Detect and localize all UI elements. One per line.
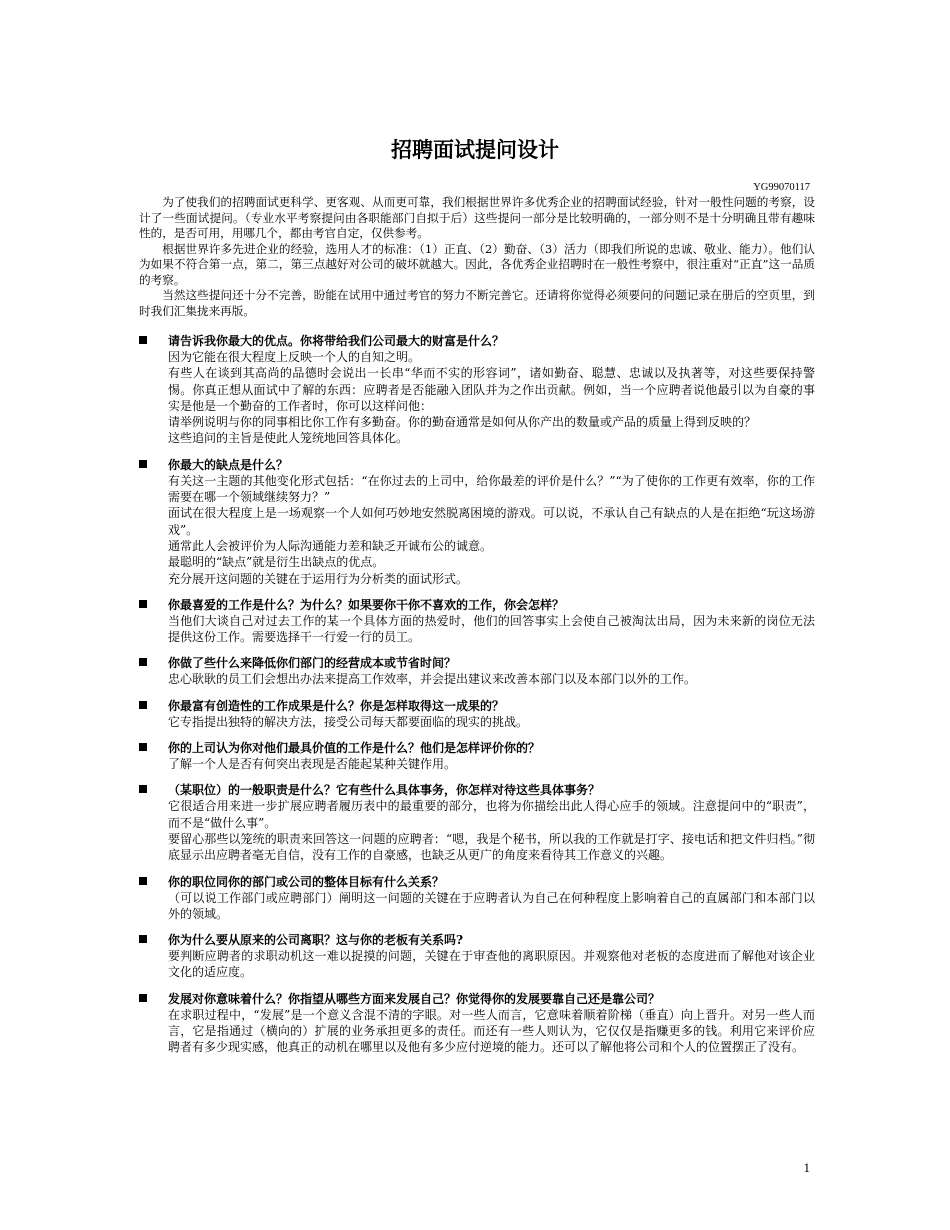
question-text: 你最大的缺点是什么？	[168, 457, 289, 472]
question-item	[139, 932, 815, 981]
square-bullet-icon	[139, 701, 147, 709]
question-item	[139, 698, 815, 730]
answer-text: 了解一个人是否有何突出表现是否能起某种关键作用。	[168, 757, 457, 772]
question-item	[139, 655, 815, 687]
question-item	[139, 333, 815, 447]
page-title: 招聘面试提问设计	[391, 138, 559, 162]
question-item	[139, 991, 815, 1056]
answer-text: 面试在很大程度上是一场观察一个人如何巧妙地安然脱离困境的游戏。可以说，不承认自己有缺点的人是在拒绝“玩这场游戏”。	[168, 506, 815, 537]
square-bullet-icon	[139, 877, 147, 885]
question-text: 你做了些什么来降低你们部门的经营成本或节省时间？	[168, 656, 457, 671]
question-item	[139, 597, 815, 646]
answer-text: 有些人在谈到其高尚的品德时会说出一长串“华而不实的形容词”，诸如勤奋、聪慧、忠诚以及执著等，对这些要保持警惕。你真正想从面试中了解的东西：应聘者是否能融入团队并为之作出贡献。例如，当一个应聘者说他最引以为自豪的事实是他是一个勤奋的工作者时，你可以这样问他：	[168, 366, 815, 413]
square-bullet-icon	[139, 935, 147, 943]
answer-text: 忠心耿耿的员工们会想出办法来提高工作效率，并会提出建议来改善本部门以及本部门以外的工作。	[168, 672, 697, 687]
intro-paragraph: 根据世界许多先进企业的经验，选用人才的标准：（1）正直、（2）勤奋、（3）活力（即我们所说的忠诚、敬业、能力）。他们认为如果不符合第一点，第二，第三点越好对公司的破坏就越大。因此，各优秀企业招聘时在一般性考察中，很注重对“正直”这一品质的考察。	[139, 241, 815, 287]
answer-text: 要留心那些以笼统的职责来回答这一问题的应聘者：“嗯，我是个秘书，所以我的工作就是打字、接电话和把文件归档。”彻底显示出应聘者毫无自信，没有工作的自豪感，也缺乏从更广的角度来看待其工作意义的兴趣。	[168, 831, 815, 863]
question-text: 你的上司认为你对他们最具价值的工作是什么？他们是怎样评价你的？	[168, 741, 541, 756]
answer-text: 要判断应聘者的求职动机这一难以捉摸的问题，关键在于审查他的离职原因。并观察他对老板的态度进而了解他对该企业文化的适应度。	[168, 949, 815, 980]
answer-text: 通常此人会被评价为人际沟通能力差和缺乏开诚布公的诚意。	[168, 538, 493, 553]
question-text: 你最富有创造性的工作成果是什么？你是怎样取得这一成果的？	[168, 698, 505, 713]
answer-text: （可以说工作部门或应聘部门）阐明这一问题的关键在于应聘者认为自己在何种程度上影响着自己的直属部门和本部门以外的领域。	[168, 890, 815, 921]
page-number: 1	[803, 1160, 810, 1175]
document-code: YG99070117	[753, 182, 810, 193]
answer-text: 有关这一主题的其他变化形式包括：“在你过去的上司中，给你最差的评价是什么？”“为了使你的工作更有效率，你的工作需要在哪一个领域继续努力？”	[168, 473, 815, 505]
question-text: 发展对你意味着什么？你指望从哪些方面来发展自己？你觉得你的发展要靠自己还是靠公司？	[168, 991, 661, 1006]
square-bullet-icon	[139, 743, 147, 751]
intro-section	[139, 195, 815, 319]
square-bullet-icon	[139, 336, 147, 344]
answer-text: 这些追问的主旨是使此人笼统地回答具体化。	[168, 431, 409, 446]
square-bullet-icon	[139, 460, 147, 468]
question-item	[139, 874, 815, 923]
intro-paragraph: 当然这些提问还十分不完善，盼能在试用中通过考官的努力不断完善它。还请将你觉得必须要问的问题记录在册后的空页里，到时我们汇集拢来再版。	[139, 288, 815, 318]
square-bullet-icon	[139, 785, 147, 793]
square-bullet-icon	[139, 994, 147, 1002]
question-text: （某职位）的一般职责是什么？它有些什么具体事务，你怎样对待这些具体事务？	[168, 783, 601, 798]
answer-text: 请举例说明与你的同事相比你工作有多勤奋。你的勤奋通常是如何从你产出的数量或产品的质量上得到反映的？	[168, 415, 757, 430]
intro-paragraph: 为了使我们的招聘面试更科学、更客观、从而更可靠，我们根据世界许多优秀企业的招聘面试经验，针对一般性问题的考察，设计了一些面试提问。（专业水平考察提问由各职能部门自拟于后）这些提问一部分是比较明确的，一部分则不是十分明确且带有趣味性的，是否可用，用哪几个，都由考官自定，仅供参考。	[139, 195, 815, 240]
question-text: 你的职位同你的部门或公司的整体目标有什么关系？	[168, 874, 445, 889]
question-text: 你最喜爱的工作是什么？为什么？如果要你干你不喜欢的工作，你会怎样？	[168, 597, 565, 612]
square-bullet-icon	[139, 600, 147, 608]
answer-text: 它很适合用来进一步扩展应聘者履历表中的最重要的部分，也将为你描绘出此人得心应手的领域。注意提问中的“职责”，而不是“做什么事”。	[168, 799, 815, 830]
answer-text: 最聪明的“缺点”就是衍生出缺点的优点。	[168, 555, 385, 570]
answer-text: 充分展开这问题的关键在于运用行为分析类的面试形式。	[168, 571, 469, 586]
question-text: 你为什么要从原来的公司离职？这与你的老板有关系吗?	[168, 933, 464, 948]
question-item	[139, 740, 815, 772]
answer-text: 因为它能在很大程度上反映一个人的自知之明。	[168, 350, 421, 364]
question-text: 请告诉我你最大的优点。你将带给我们公司最大的财富是什么？	[168, 334, 505, 348]
answer-text: 它专指提出独特的解决方法，接受公司每天都要面临的现实的挑战。	[168, 714, 529, 729]
question-item	[139, 782, 815, 863]
question-list	[139, 333, 815, 1066]
question-item	[139, 457, 815, 587]
square-bullet-icon	[139, 658, 147, 666]
answer-text: 当他们大谈自己对过去工作的某一个具体方面的热爱时，他们的回答事实上会使自己被淘汰出局，因为未来新的岗位无法提供这份工作。需要选择干一行爱一行的员工。	[168, 613, 815, 645]
answer-text: 在求职过程中，“发展”是一个意义含混不清的字眼。对一些人而言，它意味着顺着阶梯（垂直）向上晋升。对另一些人而言，它是指通过（横向的）扩展的业务承担更多的责任。而还有一些人则认为，它仅仅是指赚更多的钱。利用它来评价应聘者有多少现实感，他真正的动机在哪里以及他有多少应付逆境的能力。还可以了解他将公司和个人的位置摆正了没有。	[168, 1007, 815, 1055]
